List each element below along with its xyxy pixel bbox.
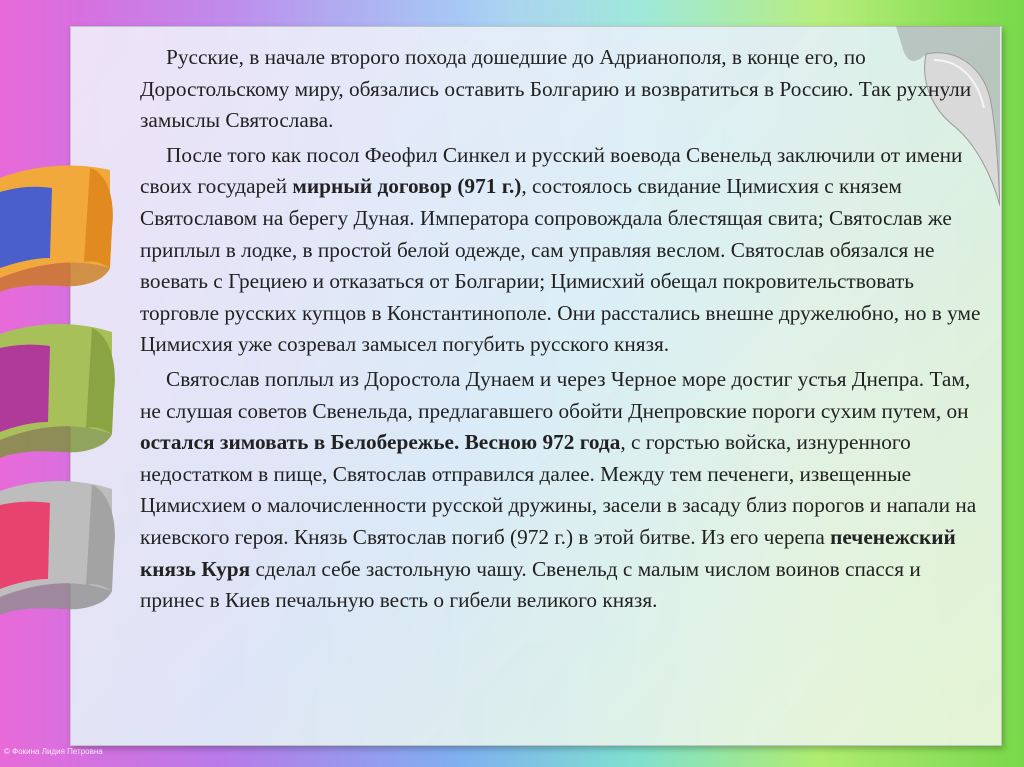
ribbon-orange-decoration [0,158,118,293]
paragraph-2-text-b: , состоялось свидание Цимисхия с князем Святославом на берегу Дуная. Императора сопровождала блестящая свита; Святослав же приплыл в лодке, в простой белой одежде, сам управляя веслом. Святослав обязался не воевать с Грециею и отказаться от Болгарии; Цимисхий обещал покровительствовать торговле русских купцов в Константинополе. Они расстались внешне дружелюбно, но в уме Цимисхия уже созревал замысел погубить русского князя. [140,174,981,357]
paragraph-1-text: Русские, в начале второго похода дошедшие до Адрианополя, в конце его, по Доростольскому миру, обязались оставить Болгарию и возвратиться в Россию. Так рухнули замыслы Святослава. [140,45,972,133]
paragraph-3-text-c: сделал себе застольную чашу. Свенельд с малым числом воинов спасся и принес в Киев печальную весть о гибели великого князя. [140,556,921,613]
paragraph-2-bold-a: мирный договор (971 г.) [292,174,522,199]
paragraph-3-text-a: Святослав поплыл из Доростола Дунаем и через Черное море достиг устья Днепра. Там, не слушая советов Свенельда, предлагавшего обойти Днепровские пороги сухим путем, он [140,366,971,423]
main-text [140,42,990,620]
ribbon-grey-decoration [0,475,118,615]
ribbon-green-decoration [0,318,118,458]
paragraph-2-text-a: После того как посол Феофил Синкел и русский воевода Свенельд заключили от имени своих государей [140,142,963,199]
paragraph-3 [140,364,990,617]
copyright-text: © Фокина Лидия Петровна [4,747,103,756]
paragraph-3-bold-a: остался зимовать в Белобережье. Весною 972 года [140,430,621,455]
paragraph-2 [140,140,990,361]
paragraph-3-text-b: , с горстью войска, изнуренного недостатком в пище, Святослав отправился далее. Между тем печенеги, извещенные Цимисхием о малочисленности русской дружины, засели в засаду близ порогов и напали на киевского героя. Князь Святослав погиб (972 г.) в этой битве. Из его черепа [140,430,977,549]
paragraph-1 [140,42,990,137]
paragraph-3-bold-b: печенежский князь Куря [140,524,956,581]
